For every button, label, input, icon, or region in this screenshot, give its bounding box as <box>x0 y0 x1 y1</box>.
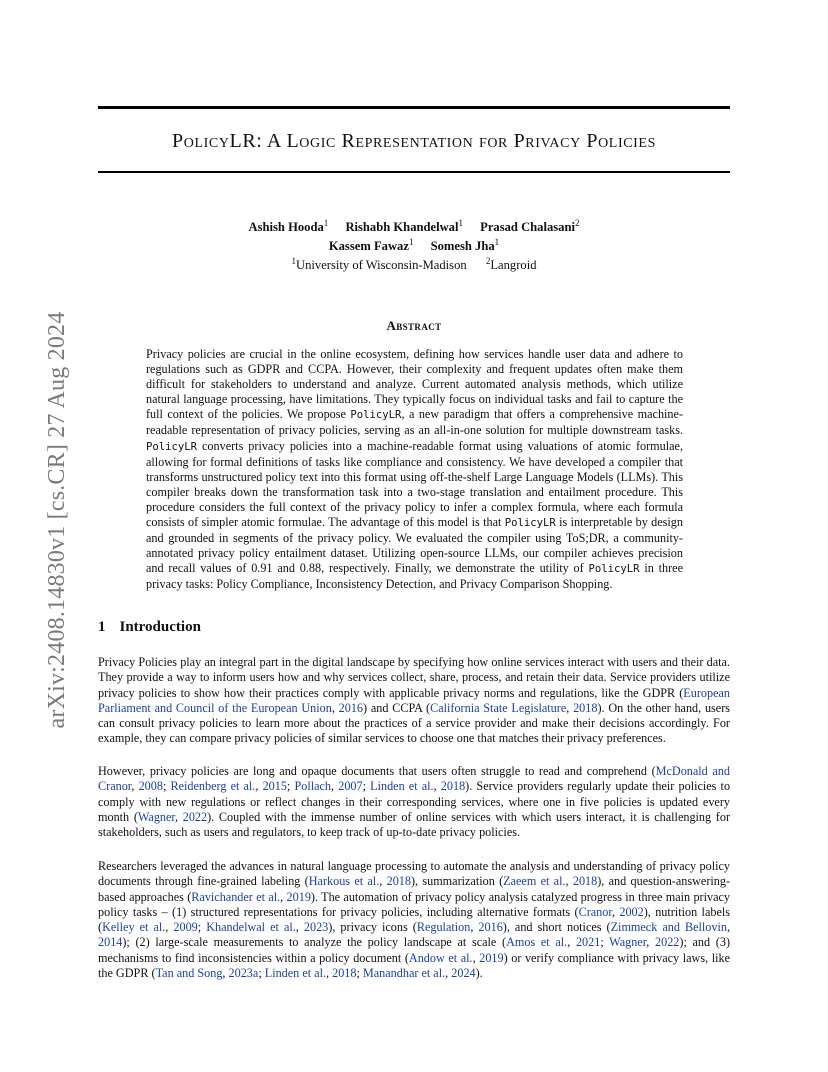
citation-link[interactable]: 2016 <box>478 920 503 935</box>
text-run: , <box>255 779 263 794</box>
arxiv-sidebar <box>22 0 70 1072</box>
author-affiliation-mark: 2 <box>574 218 580 228</box>
author <box>431 239 500 253</box>
citation-link[interactable]: 2018 <box>573 700 598 715</box>
citation-link[interactable]: 2018 <box>572 874 598 889</box>
text-run: ), summarization ( <box>410 874 504 889</box>
text-run: ). Coupled with the immense number of online services with which users interact, it is challenging for stakeholders, such as users and regulators, to keep track of up-to-date privacy policies. <box>98 809 730 840</box>
paper-title: PolicyLR: A Logic Representation for Privacy Policies <box>172 130 656 152</box>
intro-paragraph <box>98 859 730 981</box>
citation-link[interactable]: 2009 <box>173 920 198 935</box>
citation-link[interactable]: Amos et al. <box>506 935 568 950</box>
citation-link[interactable]: Kelley et al. <box>102 920 166 935</box>
citation-link[interactable]: Tan and Song <box>155 966 223 981</box>
affiliation <box>292 258 467 272</box>
citation-link[interactable]: 2008 <box>138 779 163 794</box>
text-run: , <box>472 950 480 965</box>
affiliation <box>486 258 537 272</box>
text-run: , <box>433 779 441 794</box>
text-run: , a new paradigm that offers a comprehensive machine-readable representation of privacy policies, serving as an all-in-one solution for multiple downstream tasks. <box>146 407 683 438</box>
citation-link[interactable]: Reidenberg et al. <box>170 779 256 794</box>
text-run: ; <box>600 935 610 950</box>
citation-link[interactable]: Cranor <box>578 904 612 919</box>
text-run: ; <box>197 920 207 935</box>
arxiv-identifier: arXiv:2408.14830v1 [cs.CR] 27 Aug 2024 <box>44 311 70 729</box>
text-run: ); (2) large-scale measurements to analyze the policy landscape at scale ( <box>122 935 507 950</box>
citation-link[interactable]: 2018 <box>440 779 466 794</box>
text-run: , <box>326 966 333 981</box>
text-run: Privacy Policies play an integral part in the digital landscape by specifying how online services interact with users and their data. They provide a way to inform users how and why services collect, share, process, and retain their data. Service providers utilize privacy policies to show how their practices comply with applicable privacy norms and regulations, like the GDPR ( <box>98 655 730 700</box>
text-run: , <box>565 874 573 889</box>
text-run: However, privacy policies are long and opaque documents that users often struggle to read and comprehend ( <box>98 764 656 778</box>
text-run: ; <box>286 779 295 794</box>
author-name: Rishabh Khandelwal <box>345 220 459 235</box>
text-run: is interpretable by design and grounded in segments of the privacy policy. We evaluated the compiler using ToS;DR, a community-annotated privacy policy entailment dataset. Utilizing open-source LLMs, our compiler achieves precision and recall values of 0.91 and 0.88, respectively. Finally, we demonstrate the utility of <box>146 515 683 576</box>
author <box>480 220 579 234</box>
citation-link[interactable]: Zimmeck and Bellovin <box>610 920 727 935</box>
author-list-row-1 <box>98 215 730 236</box>
author-name: Somesh Jha <box>430 239 495 254</box>
code-term: PolicyLR <box>146 440 198 453</box>
text-run: ), privacy icons ( <box>328 920 417 935</box>
section-title: Introduction <box>119 619 201 635</box>
citation-link[interactable]: Andow et al. <box>408 950 473 965</box>
text-run: Researchers leveraged the advances in natural language processing to automate the analysis and understanding of privacy policy documents through fine-grained labeling ( <box>98 859 730 889</box>
text-run: ), and short notices ( <box>502 920 611 935</box>
author-name: Prasad Chalasani <box>480 220 575 235</box>
citation-link[interactable]: Ravichander et al. <box>191 889 281 904</box>
code-term: PolicyLR <box>350 409 402 422</box>
text-run: ) and CCPA ( <box>363 700 431 715</box>
citation-link[interactable]: Linden et al. <box>264 966 327 981</box>
text-run: Privacy policies are crucial in the online ecosystem, defining how services handle user data and adhere to regulations such as GDPR and CCPA. However, their complexity and frequent updates often make them difficult for stakeholders to understand and analyze. Current automated analysis methods, which utilize natural language processing, have limitations. They typically focus on individual tasks and fail to capture the full context of the policies. We propose <box>146 347 683 422</box>
citation-link[interactable]: Manandhar et al. <box>362 966 446 981</box>
abstract-heading: Abstract <box>386 318 442 333</box>
text-run: , <box>646 935 656 950</box>
code-term: PolicyLR <box>588 563 640 576</box>
section-number: 1 <box>98 619 106 635</box>
citation-link[interactable]: 2018 <box>386 874 411 889</box>
author-list-row-2 <box>98 234 730 255</box>
citation-link[interactable]: 2015 <box>262 779 287 794</box>
title-rule-top <box>98 106 730 109</box>
author-affiliation-mark: 1 <box>494 237 500 247</box>
text-run: , <box>470 920 479 935</box>
citation-link[interactable]: 2018 <box>332 966 357 981</box>
text-run: , <box>567 935 576 950</box>
text-run: , <box>295 920 304 935</box>
citation-link[interactable]: Harkous et al. <box>308 874 380 889</box>
author-affiliation-mark: 1 <box>323 218 329 228</box>
author-affiliation-mark: 1 <box>458 218 463 228</box>
citation-link[interactable]: Khandelwal et al. <box>206 920 296 935</box>
text-run: ; <box>162 779 171 794</box>
text-run: ; <box>356 966 363 981</box>
author-name: Ashish Hooda <box>248 220 324 235</box>
citation-link[interactable]: Pollach <box>294 779 332 794</box>
citation-link[interactable]: 2002 <box>619 904 644 919</box>
author <box>249 220 329 234</box>
citation-link[interactable]: California State Legislature <box>430 700 567 715</box>
affiliation-mark: 1 <box>291 256 296 266</box>
author-name: Kassem Fawaz <box>328 239 409 254</box>
affiliation-mark: 2 <box>485 256 491 266</box>
citation-link[interactable]: Wagner <box>609 935 647 950</box>
title-rule-bottom <box>98 171 730 173</box>
citation-link[interactable]: Wagner <box>137 809 175 824</box>
text-run: , <box>131 779 139 794</box>
author <box>329 239 414 253</box>
citation-link[interactable]: 2022 <box>655 935 680 950</box>
text-run: , <box>726 920 731 935</box>
author-affiliation-mark: 1 <box>408 237 414 247</box>
text-run: ; <box>362 779 371 794</box>
affiliations <box>98 256 730 273</box>
text-run: , <box>331 779 339 794</box>
citation-link[interactable]: 2019 <box>286 889 311 904</box>
citation-link[interactable]: 2023 <box>303 920 329 935</box>
citation-link[interactable]: 2024 <box>451 966 476 981</box>
text-run: , <box>566 700 574 715</box>
text-run: in three privacy tasks: Policy Compliance, Inconsistency Detection, and Privacy Comparison Shopping. <box>146 561 683 592</box>
citation-link[interactable]: 2022 <box>182 809 208 824</box>
text-run: , <box>445 966 452 981</box>
text-run: ). The automation of privacy policy analysis catalyzed progress in three main privacy policy tasks – (1) structured representations for privacy policies, including alternative formats ( <box>98 889 730 919</box>
text-run: , <box>611 904 620 919</box>
text-run: , <box>165 920 174 935</box>
text-run: , <box>222 966 229 981</box>
citation-link[interactable]: 2023a <box>228 966 259 981</box>
text-run: ) or verify compliance with privacy laws, like the GDPR ( <box>98 950 730 981</box>
author <box>345 220 463 234</box>
citation-link[interactable]: Linden et al. <box>370 779 434 794</box>
intro-paragraph <box>98 764 730 840</box>
text-run: ). On the other hand, users can consult privacy policies to learn more about the practices of a service provider and make their decisions accordingly. For example, they can compare privacy policies of similar services to choose one that matches their privacy preferences. <box>98 700 731 746</box>
affiliation-name: Langroid <box>490 258 537 273</box>
citation-link[interactable]: 2007 <box>338 779 363 794</box>
text-run: ); and (3) mechanisms to find inconsistencies within a policy document ( <box>98 935 731 965</box>
text-run: ). <box>475 966 483 981</box>
text-run: ; <box>258 966 265 981</box>
affiliation-name: University of Wisconsin-Madison <box>296 258 467 273</box>
text-run: ), nutrition labels ( <box>98 904 730 935</box>
citation-link[interactable]: Zaeem et al. <box>503 874 566 889</box>
abstract-body <box>146 347 683 593</box>
citation-link[interactable]: Regulation <box>416 920 471 935</box>
intro-paragraph <box>98 655 730 747</box>
citation-link[interactable]: 2016 <box>338 700 364 715</box>
text-run: ), and question-answering-based approaches ( <box>98 874 731 904</box>
text-run: , <box>280 889 287 904</box>
text-run: , <box>379 874 387 889</box>
citation-link[interactable]: 2014 <box>98 935 123 950</box>
section-heading <box>98 619 201 636</box>
text-run: converts privacy policies into a machine-readable format using valuations of atomic formulae, allowing for formal definitions of tasks like compliance and consistency. We have developed a compiler that transforms unstructured policy text into this format using off-the-shelf Large Language Models (LLMs). This compiler breaks down the transformation task into a two-stage translation and entailment procedure. This procedure considers the full context of the privacy policy to infer a complex formula, where each formula consists of simpler atomic formulae. The advantage of this model is that <box>146 438 683 530</box>
text-run: , <box>175 809 183 824</box>
text-run: , <box>331 700 339 715</box>
code-term: PolicyLR <box>504 517 556 530</box>
citation-link[interactable]: 2019 <box>479 950 504 965</box>
citation-link[interactable]: European Parliament and Council of the European Union <box>98 685 730 715</box>
citation-link[interactable]: McDonald and Cranor <box>98 764 730 794</box>
citation-link[interactable]: 2021 <box>575 935 601 950</box>
text-run: ). Service providers regularly update their policies to comply with new regulations or reflect changes in their corresponding services, where one in five policies is updated every month ( <box>98 779 731 824</box>
